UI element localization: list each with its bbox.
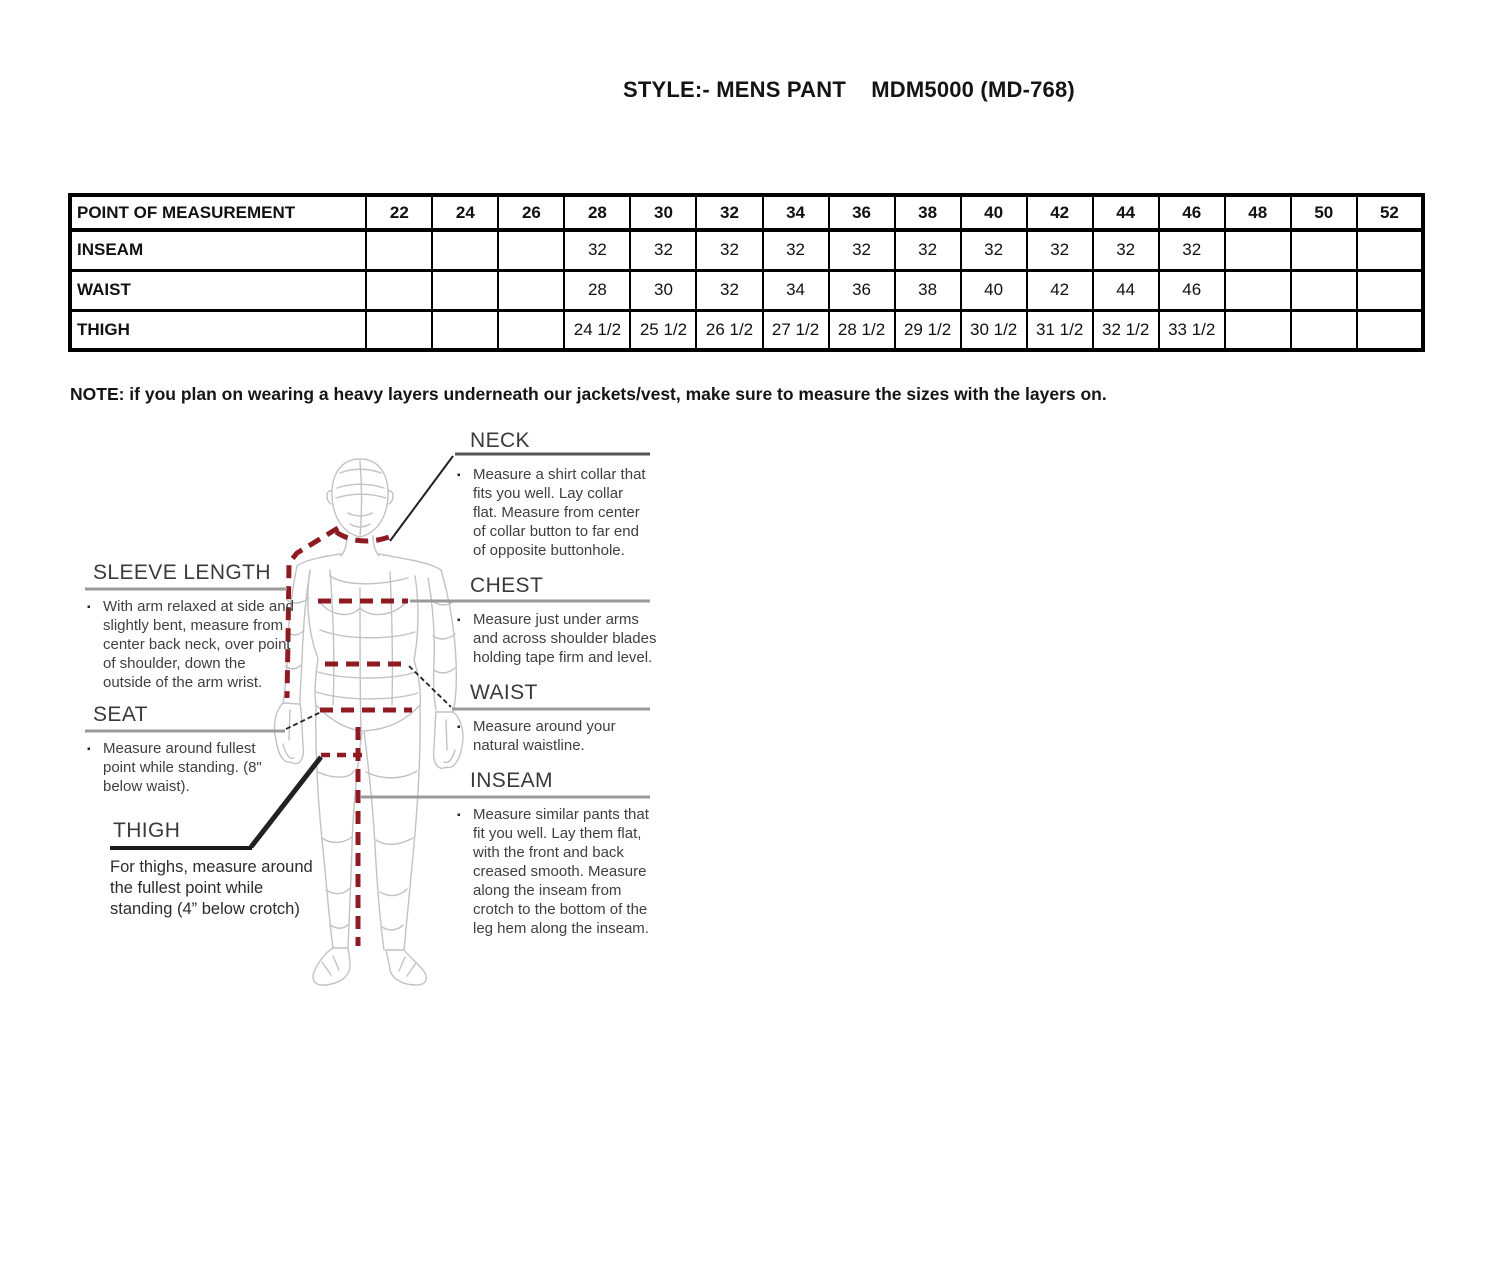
waist-leader xyxy=(409,666,451,707)
size-cell: 32 1/2 xyxy=(1093,310,1159,350)
size-cell xyxy=(498,310,564,350)
bullet-icon: ▪ xyxy=(87,744,91,755)
size-cell: 32 xyxy=(630,230,696,270)
size-cell xyxy=(366,270,432,310)
size-cell xyxy=(1291,310,1357,350)
note-text: NOTE: if you plan on wearing a heavy layers underneath our jackets/vest, make sure to measure the sizes with the layers on. xyxy=(70,384,1107,404)
waist-description: ▪ Measure around your natural waistline. xyxy=(457,718,616,754)
size-cell: 34 xyxy=(763,270,829,310)
seat-description: ▪ Measure around fullest point while standing. (8" below waist). xyxy=(87,740,262,795)
size-cell: 30 1/2 xyxy=(961,310,1027,350)
size-column-header: 32 xyxy=(696,195,762,230)
thigh-description: For thighs, measure around the fullest point while standing (4” below crotch) xyxy=(110,858,313,918)
inseam-description: ▪ Measure similar pants that fit you well. Lay them flat, with the front and back creased smooth. Measure along the inseam from crotch to the bottom of the leg hem along the inseam. xyxy=(457,806,649,937)
table-row xyxy=(70,310,1423,350)
size-cell: 44 xyxy=(1093,270,1159,310)
size-cell xyxy=(1357,270,1423,310)
size-column-header: 44 xyxy=(1093,195,1159,230)
sleeve-length-heading: SLEEVE LENGTH xyxy=(93,561,271,584)
size-column-header: 42 xyxy=(1027,195,1093,230)
size-column-header: 26 xyxy=(498,195,564,230)
size-cell: 46 xyxy=(1159,270,1225,310)
seat-heading: SEAT xyxy=(93,703,148,726)
row-label: WAIST xyxy=(70,270,366,310)
size-cell xyxy=(1225,230,1291,270)
row-label: THIGH xyxy=(70,310,366,350)
size-cell: 32 xyxy=(1093,230,1159,270)
neck-heading: NECK xyxy=(470,429,530,452)
size-cell: 26 1/2 xyxy=(696,310,762,350)
measurement-table-container xyxy=(68,193,1425,352)
size-cell: 31 1/2 xyxy=(1027,310,1093,350)
thigh-heading: THIGH xyxy=(113,819,181,842)
inseam-heading: INSEAM xyxy=(470,769,553,792)
bullet-icon: ▪ xyxy=(457,722,461,733)
sleeve-length-label-block xyxy=(85,561,295,692)
size-cell: 32 xyxy=(696,230,762,270)
size-cell: 40 xyxy=(961,270,1027,310)
size-cell: 32 xyxy=(961,230,1027,270)
size-column-header: 46 xyxy=(1159,195,1225,230)
size-column-header: 48 xyxy=(1225,195,1291,230)
size-cell xyxy=(1357,230,1423,270)
size-cell: 29 1/2 xyxy=(895,310,961,350)
size-column-header: 22 xyxy=(366,195,432,230)
waist-label-block xyxy=(455,681,650,755)
size-cell xyxy=(1357,310,1423,350)
size-cell: 42 xyxy=(1027,270,1093,310)
chest-heading: CHEST xyxy=(470,574,544,597)
size-cell xyxy=(432,270,498,310)
bullet-icon: ▪ xyxy=(457,470,461,481)
sleeve-length-description: ▪ With arm relaxed at side and slightly bent, measure from center back neck, over point of shoulder, down the outside of the arm wrist. xyxy=(87,598,294,691)
waist-heading: WAIST xyxy=(470,681,538,704)
size-column-header: 50 xyxy=(1291,195,1357,230)
chest-label-block xyxy=(455,574,660,667)
measurement-column-header: POINT OF MEASUREMENT xyxy=(70,195,366,230)
size-cell: 30 xyxy=(630,270,696,310)
size-cell: 25 1/2 xyxy=(630,310,696,350)
table-row xyxy=(70,270,1423,310)
inseam-label-block xyxy=(455,769,655,938)
neck-label-block xyxy=(455,429,650,560)
neck-measure-line xyxy=(336,532,389,541)
size-cell: 32 xyxy=(829,230,895,270)
row-label: INSEAM xyxy=(70,230,366,270)
size-cell: 32 xyxy=(696,270,762,310)
size-cell xyxy=(498,270,564,310)
size-cell xyxy=(432,230,498,270)
size-cell: 32 xyxy=(763,230,829,270)
seat-leader xyxy=(286,712,321,729)
size-cell xyxy=(366,310,432,350)
bullet-icon: ▪ xyxy=(457,810,461,821)
seat-label-block xyxy=(85,703,285,796)
chest-description: ▪ Measure just under arms and across shoulder blades holding tape firm and level. xyxy=(457,611,657,666)
size-column-header: 30 xyxy=(630,195,696,230)
size-column-header: 24 xyxy=(432,195,498,230)
size-cell xyxy=(1291,270,1357,310)
size-cell xyxy=(1291,230,1357,270)
thigh-label-block xyxy=(110,819,325,920)
size-cell: 32 xyxy=(1027,230,1093,270)
size-cell: 32 xyxy=(564,230,630,270)
neck-description: ▪ Measure a shirt collar that fits you well. Lay collar flat. Measure from center of collar button to far end of opposite buttonhole. xyxy=(457,466,646,559)
size-column-header: 34 xyxy=(763,195,829,230)
size-cell: 33 1/2 xyxy=(1159,310,1225,350)
table-header-row xyxy=(70,195,1423,230)
measurement-table xyxy=(68,193,1425,352)
size-column-header: 52 xyxy=(1357,195,1423,230)
size-cell: 38 xyxy=(895,270,961,310)
size-column-header: 40 xyxy=(961,195,1027,230)
size-cell: 32 xyxy=(1159,230,1225,270)
table-row xyxy=(70,230,1423,270)
size-column-header: 38 xyxy=(895,195,961,230)
size-column-header: 28 xyxy=(564,195,630,230)
size-cell xyxy=(1225,270,1291,310)
size-cell: 24 1/2 xyxy=(564,310,630,350)
size-cell xyxy=(432,310,498,350)
size-cell: 27 1/2 xyxy=(763,310,829,350)
neck-leader xyxy=(390,456,453,541)
size-cell: 32 xyxy=(895,230,961,270)
bullet-icon: ▪ xyxy=(457,615,461,626)
size-column-header: 36 xyxy=(829,195,895,230)
size-cell xyxy=(366,230,432,270)
bullet-icon: ▪ xyxy=(87,602,91,613)
size-cell: 28 xyxy=(564,270,630,310)
size-cell xyxy=(498,230,564,270)
size-cell xyxy=(1225,310,1291,350)
size-cell: 36 xyxy=(829,270,895,310)
size-cell: 28 1/2 xyxy=(829,310,895,350)
page-title: STYLE:- MENS PANT MDM5000 (MD-768) xyxy=(623,77,1075,102)
